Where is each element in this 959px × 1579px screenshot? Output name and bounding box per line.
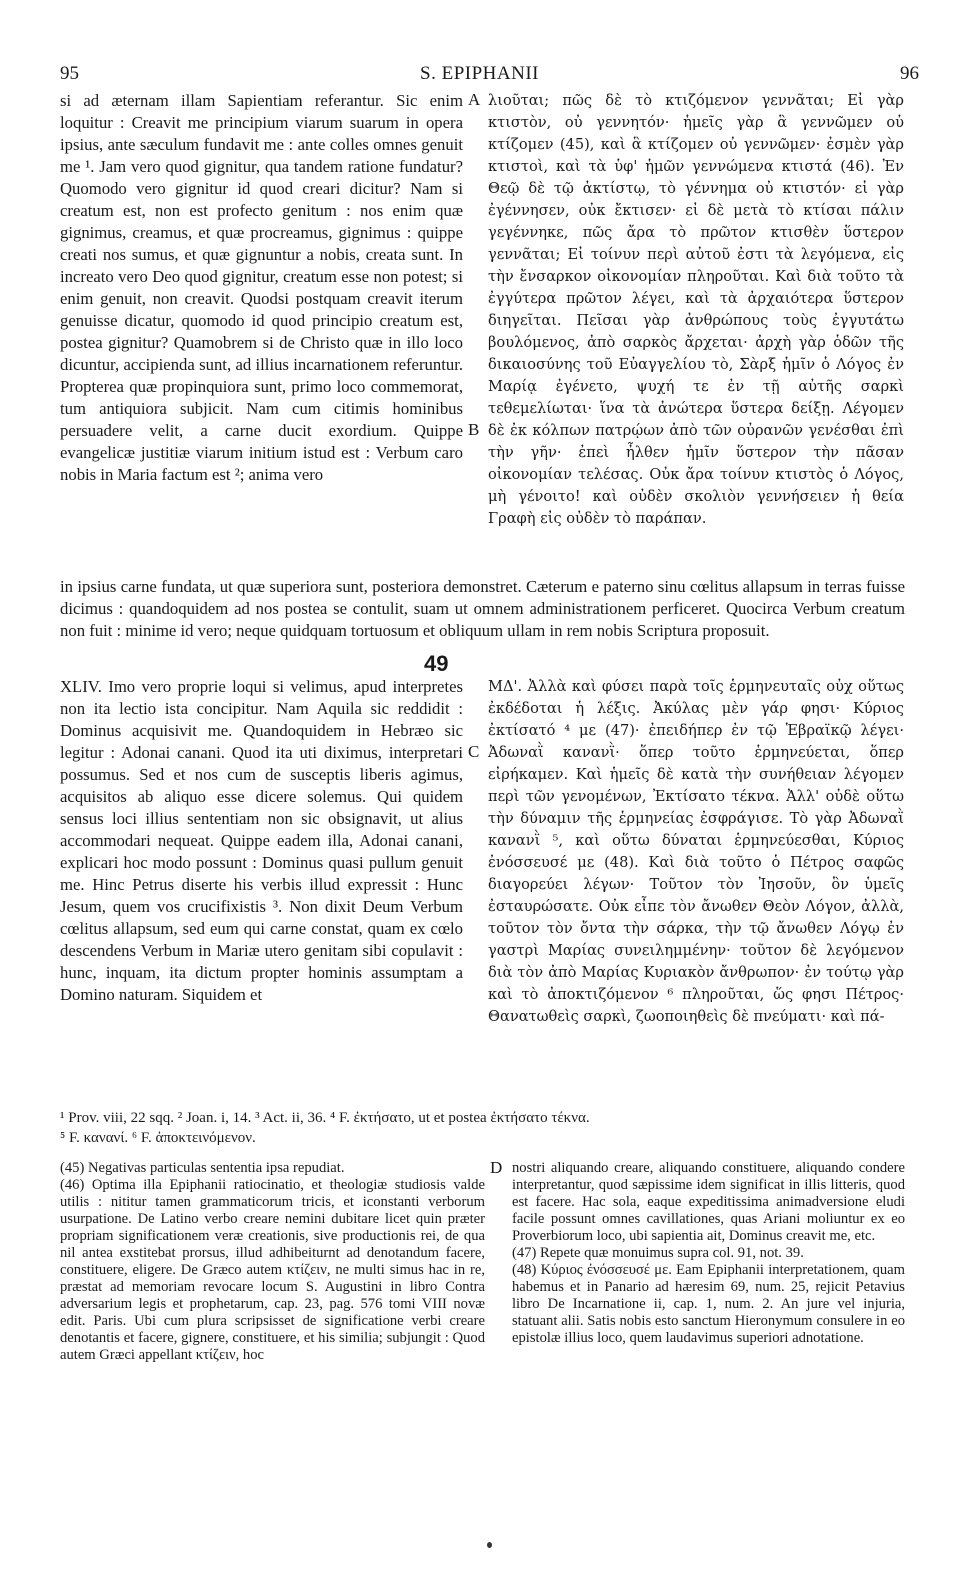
section-marker-c: C <box>468 742 480 761</box>
latin-column-upper: si ad æternam illam Sapientiam referantur. Sic enim loquitur : Creavit me principium viarum suarum in opera ipsius, ante sæculum fundavit me : ante colles omnes genuit me ¹. Jam vero quod gignitur, qua tandem ratione fundatur? Quomodo vero gignitur id quod creari dicitur? Nam si creatum est, non est profecto genitum : nos enim quæ gignimus, creamus, et quæ procreamus, gignimus : quippe creati nos sumus, et quæ gignuntur a nobis, creata sunt. In increato vero Deo quod gignitur, creatum esse non potest; si enim genuit, non creavit. Quodsi postquam creavit iterum genuisse dicatur, quomodo id quod principio creatum est, postea gignitur? Quamobrem si de Christo quæ in illo loco dicuntur, accipienda sunt, ad illius incarnationem referuntur. Propterea quæ propinquiora sunt, primo loco commemorat, tum antiquiora subjicit. Nam cum citimis hominibus persuadere velit, a carne ducit exordium. Quippe evangelicæ justitiæ viarum initium istud est : Verbum caro nobis in Maria factum est ²; anima vero <box>60 91 463 484</box>
latin-column-lower: XLIV. Imo vero proprie loqui si velimus, apud interpretes non ita lectio ista concipitur. Nam Aquila sic reddidit : Dominus acquisivit me. Quandoquidem in Hebræo sic legitur : Adonai canani. Quod ita uti diximus, interpretari possumus. Sed et nos cum de susceptis liberis agimus, acquisitos ab aliquo esse dicere solemus. Qui quidem sensus loci illius sententiam non sic obsignavit, ut alius accommodari nequeat. Quippe eadem illa, Adonai canani, explicari hoc modo possunt : Dominus quasi pullum genuit me. Hinc Petrus diserte his verbis illud expressit : Hunc Jesum, quem vos crucifixistis ³. Non dixit Deum Verbum cœlitus allapsum, sed eum qui carne constat, quam ex cœlo descendens Verbum in Mariæ utero genitam sibi copulavit : hunc, inquam, ita dictum propter hominis assumptam a Domino naturam. Siquidem et <box>60 677 463 1004</box>
left-page-number: 95 <box>60 63 79 84</box>
section-marker-d: D <box>490 1158 503 1177</box>
note-46-continued: nostri aliquando creare, aliquando constituere, aliquando condere interpretantur, quod sæpissime idem significat in illis litteris, quod est facere. Hac sola, eaque expeditissima animadversione eludi facile possunt omnes cavillationes, quas Ariani moliuntur ex eo Proverbiorum loco, ubi sapientia ait, Dominus creavit me, etc. <box>512 1160 905 1244</box>
latin-full-width-paragraph: in ipsius carne fundata, ut quæ superiora sunt, posteriora demonstret. Cæterum e paterno sinu cœlitus allapsum in terras fuisse dicimus : quandoquidem ad nos postea se contulit, suam ut omnem administrationem perficeret. Quocirca Verbum creatum non fuit : minime id vero; neque quidquam tortuosum et obliquum ullam in rem nobis Scriptura proposuit. <box>60 577 905 640</box>
right-page-number: 96 <box>900 63 919 84</box>
column-number: 49 <box>424 651 449 676</box>
greek-column-upper: λιοῦται; πῶς δὲ τὸ κτιζόμενον γεννᾶται; Εἰ γὰρ κτιστὸν, οὐ γεννητόν· ἡμεῖς γὰρ ἃ γεννῶμεν οὐ κτίζομεν (45), καὶ ἃ κτίζομεν οὐ γεννῶμεν· ἐσμὲν γὰρ κτιστοὶ, καὶ τὰ ὑφ' ἡμῶν γεννώμενα κτιστά (46). Ἐν Θεῷ δὲ τῷ ἀκτίστῳ, τὸ γέννημα οὐ κτιστόν· εἰ γὰρ ἐγέννησεν, οὐκ ἔκτισεν· εἰ δὲ μετὰ τὸ κτίσαι πάλιν γεγέννηκε, πῶς ἄρα τὸ πρῶτον κτισθὲν ὕστερον γεννᾶται; Εἰ τοίνυν περὶ αὐτοῦ ἐστι τὰ λεγόμενα, εἰς τὴν ἔνσαρκον οἰκονομίαν πληροῦται. Καὶ διὰ τοῦτο τὰ ἐγγύτερα πρῶτον λέγει, καὶ τὰ ἀρχαιότερα ὕστερον διηγεῖται. Πεῖσαι γὰρ ἀνθρώπους τοὺς ἐγγυτάτω βουλόμενος, ἀπὸ σαρκὸς ἄρχεται· ἀρχὴ γὰρ ὁδῶν τῆς δικαιοσύνης τοῦ Εὐαγγελίου τὸ, Σὰρξ ἡμῖν ὁ Λόγος ἐν Μαρίᾳ ἐγένετο, ψυχή τε ἐν τῇ αὐτῆς σαρκὶ τεθεμελίωται· ἵνα τὰ ἀνώτερα ὕστερα δείξῃ. Λέγομεν δὲ ἐκ κόλπων πατρῴων ἀπὸ τῶν οὐρανῶν γενέσθαι ἐπὶ τὴν γῆν· ἐπεὶ ἦλθεν ἡμῖν ὕστερον τὴν πᾶσαν οἰκονομίαν τελέσας. Οὐκ ἄρα τοίνυν κτιστὸς ὁ Λόγος, μὴ γένοιτο! καὶ οὐδὲν σκολιὸν γεννήσειεν ἡ θεία Γραφὴ εἰς οὐδὲν τὸ παράπαν. <box>488 92 904 527</box>
notes-right-column <box>512 1160 905 1460</box>
greek-column-lower: ΜΔ'. Ἀλλὰ καὶ φύσει παρὰ τοῖς ἑρμηνευταῖς οὐχ οὕτως ἐκδέδοται ἡ λέξις. Ἀκύλας μὲν γάρ φησι· Κύριος ἐκτίσατό ⁴ με (47)· ἐπειδήπερ ἐν τῷ Ἑβραϊκῷ λέγει· Ἀδωναῒ κανανῒ· ὅπερ τοῦτο ἑρμηνεύεται, ὅπερ εἰρήκαμεν. Καὶ ἡμεῖς δὲ κατὰ τὴν συνήθειαν λέγομεν περὶ τῶν γενομένων, Ἐκτίσατο τέκνα. Ἀλλ' οὐδὲ οὕτω τὴν δύναμιν τῆς ἑρμηνείας ἐσφράγισε. Τὸ γὰρ Ἀδωναῒ κανανῒ ⁵, καὶ οὕτω δύναται ἑρμηνεύεσθαι, Κύριος ἐνόσσευσέ με (48). Καὶ διὰ τοῦτο ὁ Πέτρος σαφῶς διαγορεύει λέγων· Τοῦτον τὸν Ἰησοῦν, ὃν ὑμεῖς ἐσταυρώσατε. Οὐκ εἶπε τὸν ἄνωθεν Θεὸν Λόγον, ἀλλὰ, τοῦτον τὸν ὄντα τὴν σάρκα, τὴν τῷ ἄνωθεν Λόγῳ ἐν γαστρὶ Μαρίας συνειλημμένην· τοῦτον δὲ λεγόμενον διὰ τὸν ἀπὸ Μαρίας Κυριακὸν ἄνθρωπον· ἐν τούτῳ γὰρ καὶ τὸ ἀποκτιζόμενον ⁶ πληροῦται, ὥς φησι Πέτρος· Θανατωθεὶς σαρκὶ, ζωοποιηθεὶς δὲ πνεύματι· καὶ πά- <box>488 678 904 1025</box>
note-48: (48) Κύριος ἐνόσσευσέ με. Eam Epiphanii interpretationem, quam habemus et in Panario ad hæresim 69, num. 25, rejicit Petavius libro De Incarnatione ii, cap. 1, num. 2. An jure vel injuria, statuant alii. Satis nobis esto sanctum Hieronymum consulere in eo epistolæ illius loco, quem laudavimus superiori adnotatione. <box>512 1262 905 1346</box>
note-46: (46) Optima illa Epiphanii ratiocinatio, et theologiæ studiosis valde utilis : nititur tamen grammaticorum tricis, et iconstanti verborum usurpatione. De Latino verbo creare nemini dubitare licet quin præter propriam significationem veræ creationis, sive productionis rei, de qua nil antea exstitebat prorsus, illud adhibeiturnt ad denotandum facere, constituere, eligere. De Græco autem κτίζειν, ne multi simus hac in re, præstat ad memoriam revocare locum S. Augustini in libro Contra adversarium legis et prophetarum, cap. 23, pag. 576 tomi VIII novæ edit. Paris. Ubi cum plura scripsisset de significatione verbi creare denotantis et facere, gignere, constituere, et his similia; subjungit : Quod autem Græci appellant κτίζειν, hoc <box>60 1177 485 1363</box>
footnote-line-1: ¹ Prov. viii, 22 sqq. ² Joan. i, 14. ³ Act. ii, 36. ⁴ F. ἐκτήσατο, ut et postea ἐκτήσατο τέκνα. <box>60 1110 590 1126</box>
notes-left-column <box>60 1160 485 1460</box>
note-45: (45) Negativas particulas sententia ipsa repudiat. <box>60 1160 345 1176</box>
section-marker-a: A <box>468 90 481 109</box>
running-title: S. EPIPHANII <box>420 63 539 84</box>
ink-speck <box>487 1542 492 1548</box>
footnote-line-2: ⁵ F. κανανί. ⁶ F. ἀποκτεινόμενον. <box>60 1130 256 1146</box>
section-marker-b: B <box>468 420 480 439</box>
note-47: (47) Repete quæ monuimus supra col. 91, not. 39. <box>512 1245 804 1261</box>
